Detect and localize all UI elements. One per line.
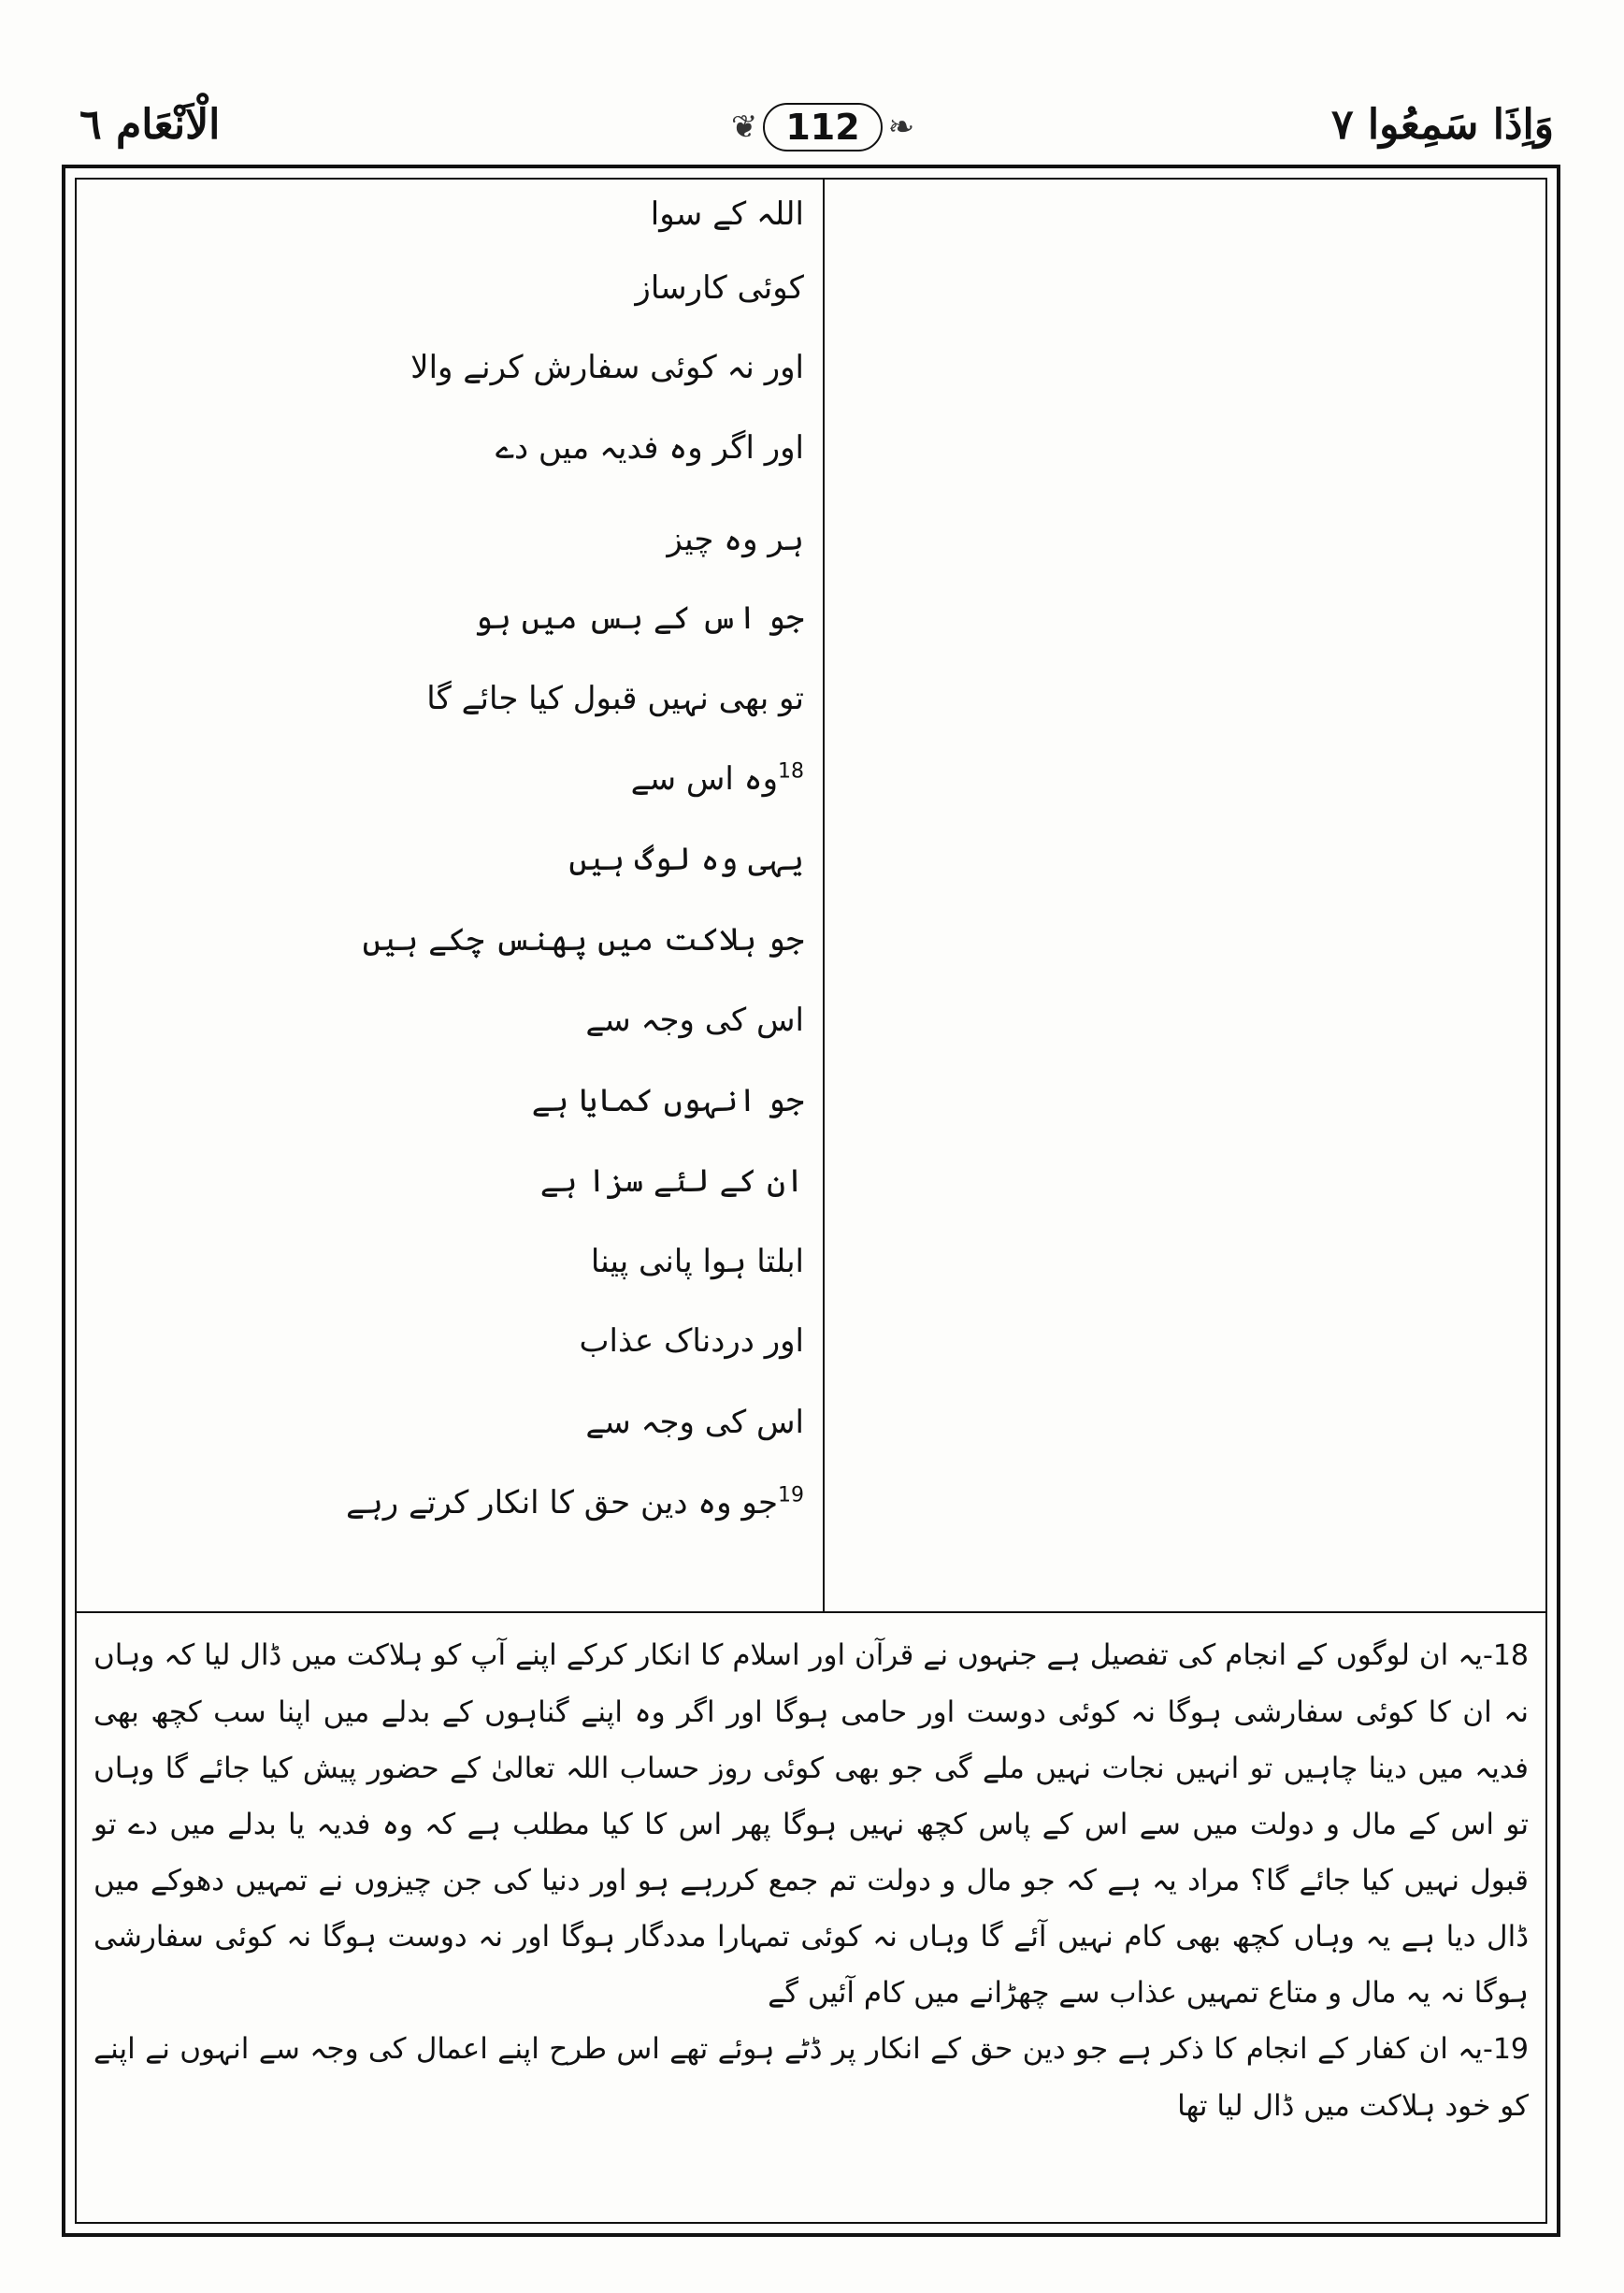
translation-line: اور اگر وہ فدیہ میں دے [496, 429, 804, 467]
para-name: وَاِذَا سَمِعُوا ٧ [1330, 101, 1554, 149]
footnote [93, 1627, 1529, 2021]
ornament-icon: ❧ [887, 108, 915, 146]
footnote-ref: 18 [778, 759, 804, 784]
footnote-text: یہ ان کفار کے انجام کا ذکر ہے جو دین حق کے انکار پر ڈٹے ہوئے تھے اس طرح اپنے اعمال کی وجہ سے انہوں نے اپنے کو خود ہلاکت میں ڈال لیا تھا [93, 2032, 1529, 2123]
translation-line: ہر وہ چیز [667, 521, 804, 558]
translation-column [345, 187, 804, 1608]
ornament-icon: ❦ [730, 108, 758, 146]
page-number-badge [711, 101, 935, 153]
surah-name: الْاَنْعَام ٦ [79, 101, 221, 149]
translation-line: جو اس کے بس میں ہو [474, 599, 804, 637]
footnote-text: یہ ان لوگوں کے انجام کی تفصیل ہے جنہوں نے قرآن اور اسلام کا انکار کرکے اپنے آپ کو ہلاکت میں ڈال لیا کہ وہاں نہ ان کا کوئی سفارشی ہوگا نہ کوئی دوست اور حامی ہوگا اور اگر وہ اپنے گناہوں کے بدلے میں اپنا سب کچھ بھی فدیہ میں دینا چاہیں تو انہیں نجات نہیں ملے گی جو بھی کوئی روز حساب اللہ تعالیٰ کے حضور پیش کیا جائے گا وہاں تو اس کے مال و دولت میں سے اس کے پاس کچھ نہیں ہوگا پھر اس کا کیا مطلب ہے کہ وہ فدیہ یا بدلے میں دے تو قبول نہیں کیا جائے گا؟ مراد یہ ہے کہ جو مال و دولت تم جمع کررہے ہو اور دنیا کی جن چیزوں نے تمہیں دھوکے میں ڈال دیا ہے یہ وہاں کچھ بھی کام نہیں آئے گا وہاں نہ کوئی تمہارا مددگار ہوگا اور نہ دوست ہوگا نہ کوئی سفارشی ہوگا نہ یہ مال و متاع تمہیں عذاب سے چھڑانے میں کام آئیں گے [93, 1638, 1529, 2010]
footnote-divider [75, 1611, 1547, 1613]
footnote-number: 19- [1482, 2033, 1529, 2066]
translation-line: اس کی وجہ سے [585, 1002, 804, 1039]
footnotes [93, 1627, 1529, 2207]
translation-line: اور نہ کوئی سفارش کرنے والا [410, 349, 804, 386]
column-divider [823, 178, 825, 1611]
translation-line: کوئی کارساز [635, 269, 804, 307]
translation-line: جو انہوں کمایا ہے [531, 1082, 804, 1119]
footnote-number: 18- [1482, 1639, 1529, 1672]
translation-line: جو ہلاکت میں پھنس چکے ہیں [362, 921, 804, 959]
translation-line: اس کی وجہ سے [585, 1404, 804, 1441]
translation-line: $^{18}$وہ اس سے [630, 759, 804, 798]
translation-line: یہی وہ لوگ ہیں [568, 841, 804, 878]
footnote [93, 2021, 1529, 2134]
translation-line: اور دردناک عذاب [579, 1322, 804, 1360]
translation-line: ان کے لئے سزا ہے [539, 1162, 804, 1200]
footnote-ref: 19 [778, 1483, 804, 1507]
page-number: 112 [763, 103, 882, 151]
translation-line: اللہ کے سوا [650, 195, 804, 233]
translation-line: $^{19}$جو وہ دین حق کا انکار کرتے رہے [345, 1483, 804, 1521]
translation-line: ابلتا ہوا پانی پینا [590, 1243, 804, 1280]
translation-line: تو بھی نہیں قبول کیا جائے گا [426, 680, 804, 717]
page-header [0, 0, 1624, 159]
